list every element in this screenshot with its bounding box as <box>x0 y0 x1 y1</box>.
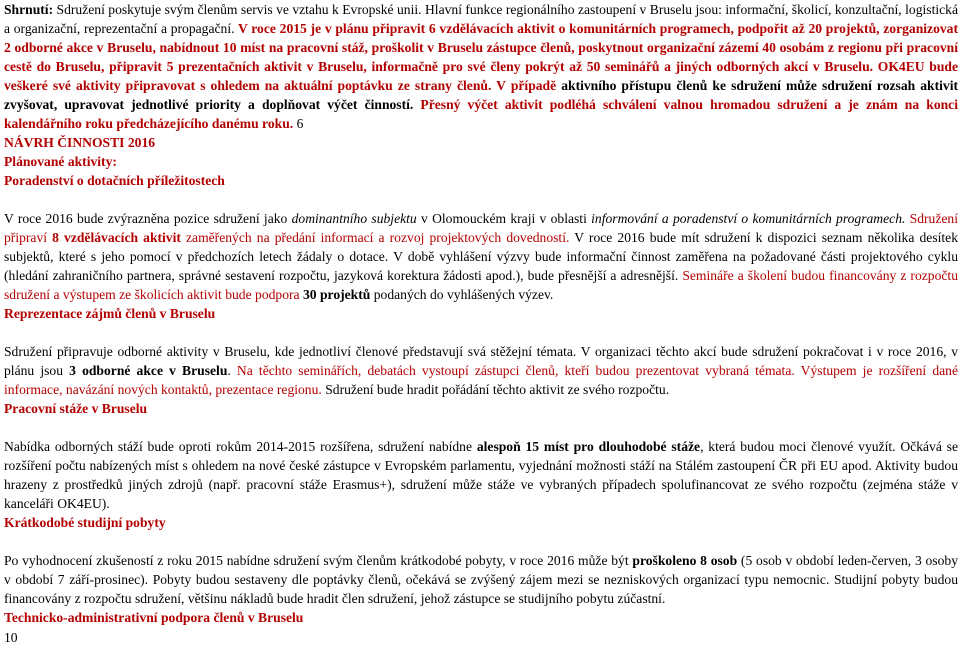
heading-representation: Reprezentace zájmů členů v Bruselu <box>4 306 216 321</box>
advisory-paragraph: V roce 2016 bude zvýrazněna pozice sdružení jako dominantního subjektu v Olomouckém kraji v oblasti informování a poradenství o komunitárních programech. Sdružení připraví 8 vzdělávacích aktivit zaměřených na předání informací a rozvoj projektových dovedností. V roce 2016 bude mít sdružení k dispozici seznam několika desítek subjektů, které s jeho pomocí v předchozích letech žádaly o dotace. V době vyhlášení výzvy bude informační činnost zaměřena na požadované části projektového cyklu (hledání zahraničního partnera, správné sestavení rozpočtu, jazyková korektura žádosti apod.), bude přesnější a adresnější. Semináře a školení budou financovány z rozpočtu sdružení a výstupem ze školicích aktivit bude podpora 30 projektů podaných do vyhlášených výzev. <box>4 211 958 302</box>
page-number: 10 <box>4 630 18 645</box>
summary-paragraph: Shrnutí: Sdružení poskytuje svým členům servis ve vztahu k Evropské unii. Hlavní funkce regionálního zastoupení v Bruselu jsou: informační, školicí, konzultační, logistická a organizační, reprezentační a propagační. V roce 2015 je v plánu připravit 6 vzdělávacích aktivit o komunitárních programech, podpořit až 20 projektů, zorganizovat 2 odborné akce v Bruselu, nabídnout 10 míst na pracovní stáž, proškolit v Bruselu zástupce členů, poskytnout organizační zázemí 40 osobám z regionu při pracovní cestě do Bruselu, připravit 5 prezentačních aktivit v Bruselu, informačně pro své členy pokrýt až 50 seminářů a jiných odborných akcí v Bruselu. OK4EU bude veškeré své aktivity připravovat s ohledem na aktuální poptávku ze strany členů. V případě aktivního přístupu členů ke sdružení může sdružení rozsah aktivit zvyšovat, upravovat jednotlivé priority a doplňovat výčet činností. Přesný výčet aktivit podléhá schválení valnou hromadou sdružení a je znám na konci kalendářního roku předcházejícího danému roku. 6 <box>4 2 959 131</box>
representation-paragraph: Sdružení připravuje odborné aktivity v Bruselu, kde jednotliví členové představují svá stěžejní témata. V organizaci těchto akcí bude sdružení pokračovat i v roce 2016, v plánu jsou 3 odborné akce v Bruselu. Na těchto seminářích, debatách vystoupí zástupci členů, kteří budou prezentovat vybraná témata. Výstupem je rozšíření dané informace, navázání nových kontaktů, prezentace regionu. Sdružení bude hradit pořádání těchto aktivit ze svého rozpočtu. <box>4 344 958 397</box>
internships-paragraph: Nabídka odborných stáží bude oproti rokům 2014-2015 rozšířena, sdružení nabídne alespoň 15 míst pro dlouhodobé stáže, která budou moci členové využít. Očkává se rozšíření počtu nabízených míst s ohledem na nové české zástupce v Evropském parlamentu, vyjednání možnosti stáží na Stálém zastoupení ČR při EU apod. Aktivity budou hrazeny z prostředků jiných zdrojů (např. pracovní stáže Erasmus+), sdružení může stáže ve vybraných případech spolufinancovat ze svého rozpočtu (zejména stáže v kanceláři OK4EU). <box>4 439 958 511</box>
study-stays-paragraph: Po vyhodnocení zkušeností z roku 2015 nabídne sdružení svým členům krátkodobé pobyty, v roce 2016 může být proškoleno 8 osob (5 osob v období leden-červen, 3 osoby v období 7 září-prosinec). Pobyty budou sestaveny dle poptávky členů, očekává se zvýšený zájem mezi se nezniskových organizací typu nemocnic. Studijní pobyty budou financovány z rozpočtu sdružení, většinu nákladů bude hradit člen sdružení, jehož zástupce se studijního pobytu zúčastní. <box>4 553 958 606</box>
heading-admin-support: Technicko-administrativní podpora členů v Bruselu <box>4 610 304 625</box>
heading-advisory: Poradenství o dotačních příležitostech <box>4 173 225 188</box>
heading-study-stays: Krátkodobé studijní pobyty <box>4 515 166 530</box>
heading-internships: Pracovní stáže v Bruselu <box>4 401 148 416</box>
planned-activities-label: Plánované aktivity: <box>4 154 117 169</box>
plan-title: NÁVRH ČINNOSTI 2016 <box>4 135 156 150</box>
document-body <box>4 0 958 628</box>
summary-label: Shrnutí: <box>4 2 54 17</box>
